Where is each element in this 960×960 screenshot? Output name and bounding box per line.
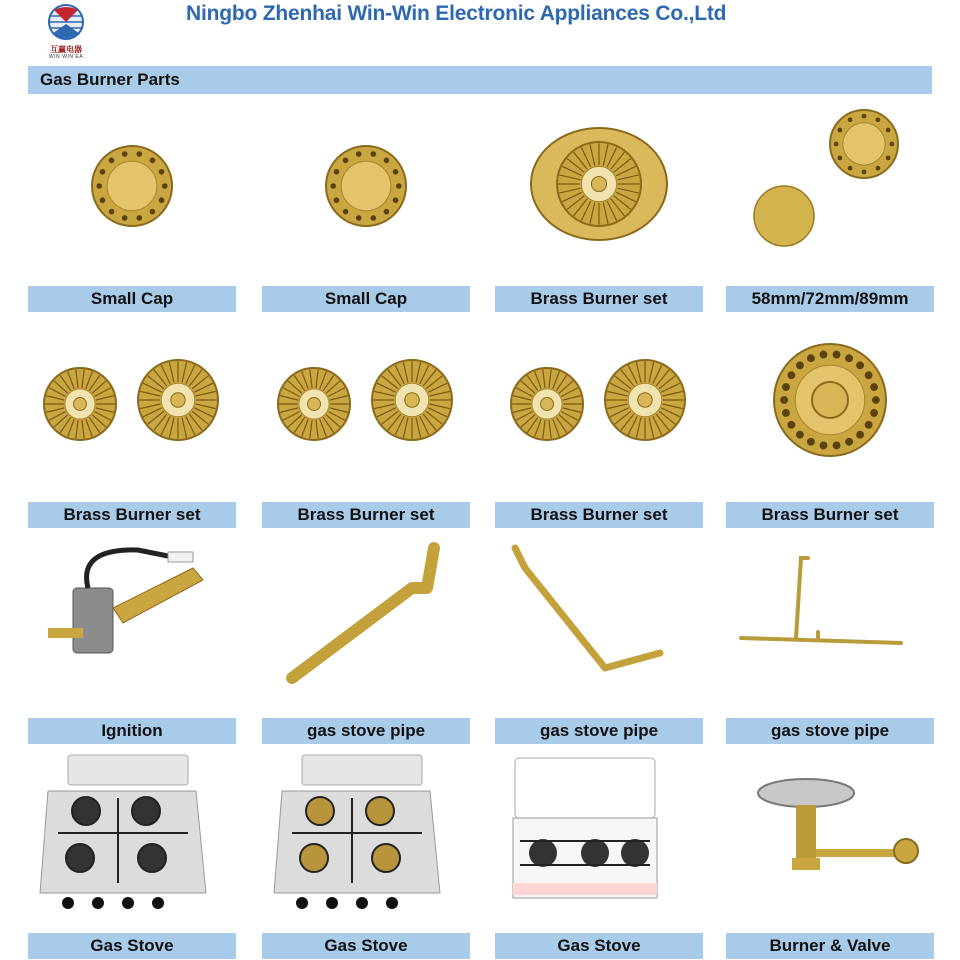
product-card <box>726 528 934 744</box>
product-card <box>726 743 934 959</box>
product-label: gas stove pipe <box>726 718 934 744</box>
product-card <box>28 312 236 528</box>
company-name: Ningbo Zhenhai Win-Win Electronic Appliances Co.,Ltd <box>186 2 727 25</box>
pipe-image <box>726 528 934 714</box>
product-label: Brass Burner set <box>495 286 703 312</box>
product-card <box>495 312 703 528</box>
product-label: Brass Burner set <box>262 502 470 528</box>
brass-caps-image <box>726 96 934 282</box>
brass-burner-pair-image <box>28 312 236 498</box>
logo-english-text: WIN·WIN EA <box>48 54 84 60</box>
small-cap-image <box>28 96 236 282</box>
pipe-image <box>495 528 703 714</box>
logo-chinese-text: 互赢电器 <box>50 45 82 54</box>
product-card <box>262 743 470 959</box>
product-card <box>28 528 236 744</box>
product-card <box>262 528 470 744</box>
product-label: Gas Stove <box>262 933 470 959</box>
product-label: Burner & Valve <box>726 933 934 959</box>
product-label: Ignition <box>28 718 236 744</box>
product-label: gas stove pipe <box>495 718 703 744</box>
product-label: Gas Stove <box>28 933 236 959</box>
product-label: Brass Burner set <box>726 502 934 528</box>
gas-stove-image <box>28 743 236 929</box>
product-card <box>495 528 703 744</box>
product-label: Small Cap <box>28 286 236 312</box>
product-card <box>262 312 470 528</box>
pipe-image <box>262 528 470 714</box>
product-card <box>726 96 934 312</box>
product-label: Small Cap <box>262 286 470 312</box>
gas-stove-image <box>495 743 703 929</box>
product-label: 58mm/72mm/89mm <box>726 286 934 312</box>
product-label: Brass Burner set <box>28 502 236 528</box>
product-card <box>495 743 703 959</box>
ignition-image <box>28 528 236 714</box>
product-card <box>28 743 236 959</box>
product-label: gas stove pipe <box>262 718 470 744</box>
product-card <box>495 96 703 312</box>
section-title: Gas Burner Parts <box>40 70 180 89</box>
product-card <box>28 96 236 312</box>
product-card <box>262 96 470 312</box>
product-label: Gas Stove <box>495 933 703 959</box>
brass-burner-image <box>726 312 934 498</box>
product-label: Brass Burner set <box>495 502 703 528</box>
gas-stove-image <box>262 743 470 929</box>
brass-burner-image <box>495 96 703 282</box>
brass-burner-pair-image <box>262 312 470 498</box>
burner-valve-image <box>726 743 934 929</box>
small-cap-image <box>262 96 470 282</box>
brass-burner-pair-image <box>495 312 703 498</box>
product-card <box>726 312 934 528</box>
